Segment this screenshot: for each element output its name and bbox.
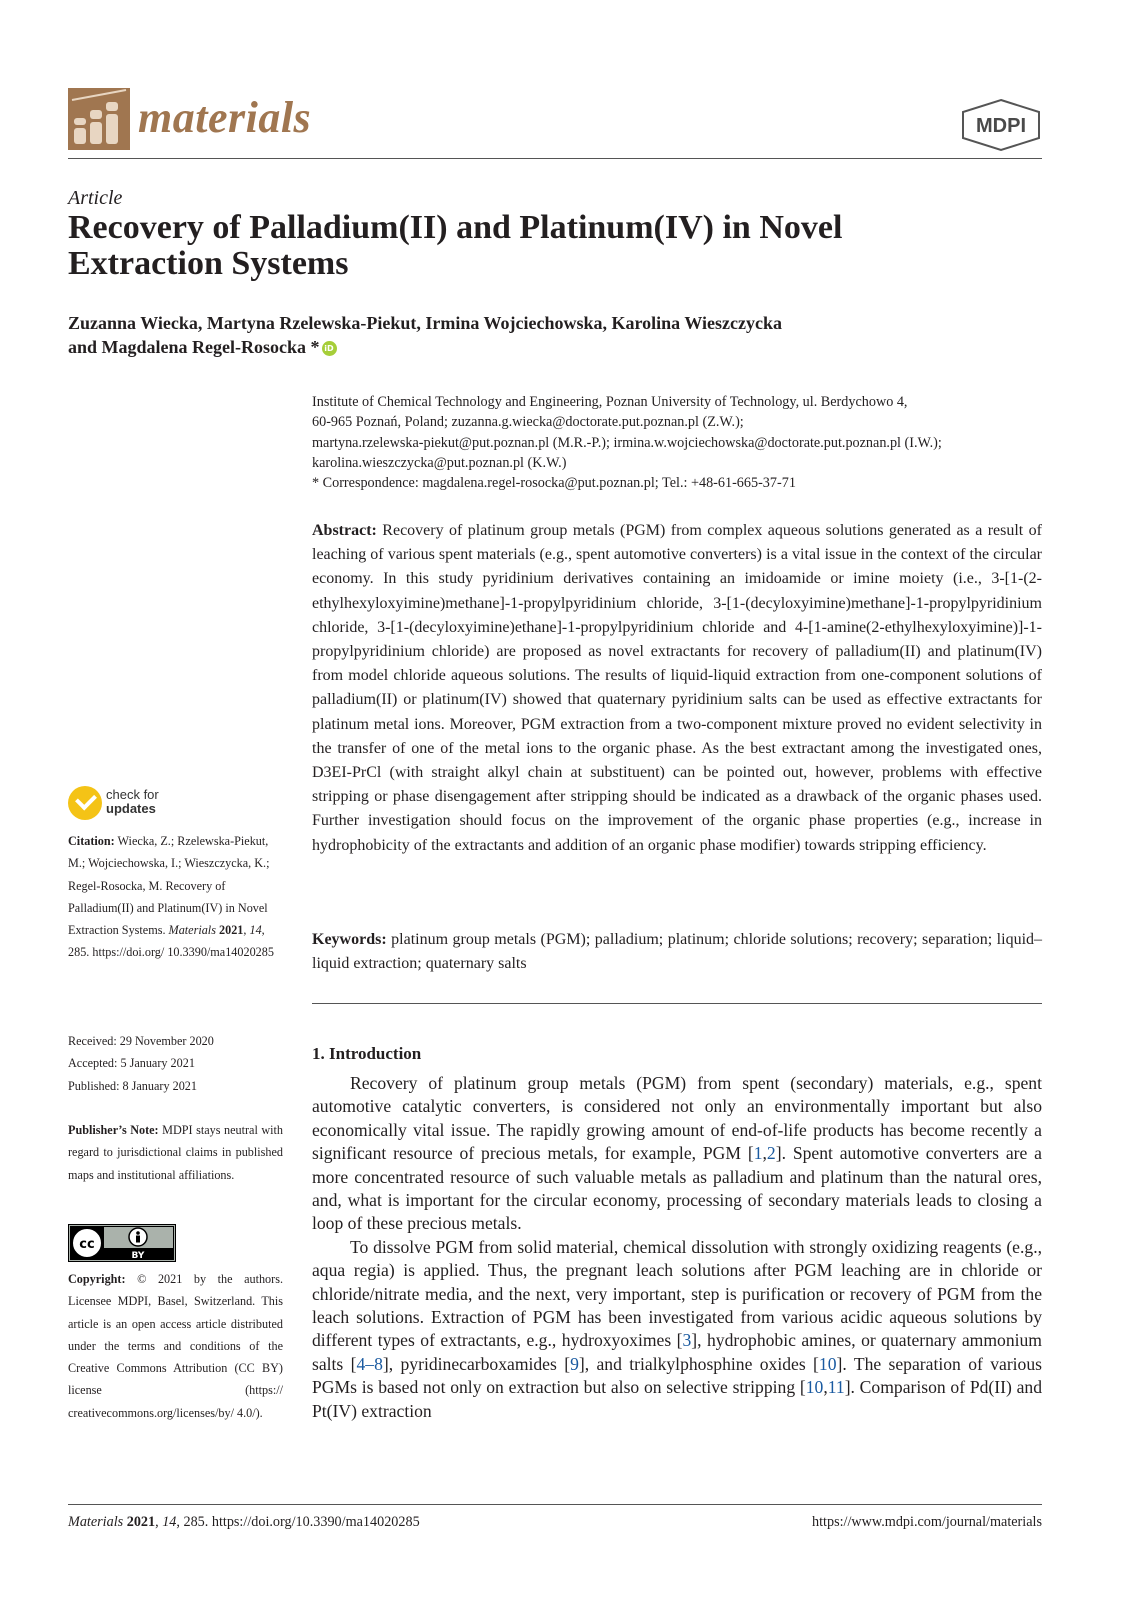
section-heading-introduction: 1. Introduction <box>312 1044 422 1063</box>
abstract-label: Abstract: <box>312 522 377 539</box>
svg-text:MDPI: MDPI <box>976 115 1026 137</box>
citation-link[interactable]: 10 <box>818 1353 837 1374</box>
published-date: Published: 8 January 2021 <box>68 1078 197 1093</box>
affiliation-block <box>312 392 1042 493</box>
citation-link[interactable]: 4 <box>356 1353 366 1374</box>
affiliation-line: 60-965 Poznań, Poland; zuzanna.g.wiecka@doctorate.put.poznan.pl (Z.W.); <box>312 414 744 431</box>
citation-link[interactable]: 11 <box>827 1377 845 1398</box>
paragraph: To dissolve PGM from solid material, chemical dissolution with strongly oxidizing reagents (e.g., aqua regia) is applied. Thus, the pregnant leach solutions after PGM leaching are in chloride or chloride/nitrate media, and the next, very important, step is purification or recovery of PGM from the leach solutions. Extraction of PGM has been investigated from various acidic aqueous solutions by different types of extractants, e.g., hydroxyoximes [3], hydrophobic amines, or quaternary ammonium salts [4–8], pyridinecarboxamides [9], and trialkylphosphine oxides [10]. The separation of various PGMs is based not only on extraction but also on selective stripping [10,11]. Comparison of Pd(II) and Pt(IV) extraction <box>312 1236 1043 1421</box>
article-type: Article <box>68 187 123 209</box>
mdpi-logo <box>960 98 1042 152</box>
keywords <box>312 928 1042 976</box>
authors-line-1: Zuzanna Wiecka, Martyna Rzelewska-Piekut, Irmina Wojciechowska, Karolina Wieszczycka <box>68 313 782 333</box>
page-title: Recovery of Palladium(II) and Platinum(IV) in Novel Extraction Systems <box>68 209 843 282</box>
citation-block: Citation: Wiecka, Z.; Rzelewska-Piekut, M.; Wojciechowska, I.; Wieszczycka, K.; Regel-Rosocka, M. Recovery of Palladium(II) and Platinum(IV) in Novel Extraction Systems. Materials 2021, 14, 285. https://doi.org/ 10.3390/ma14020285 <box>68 834 274 960</box>
cc-by-license-icon[interactable] <box>68 1224 176 1262</box>
journal-name: materials <box>138 93 312 142</box>
checkmark-icon <box>68 786 102 820</box>
affiliation-line: karolina.wieszczycka@put.poznan.pl (K.W.) <box>312 454 567 471</box>
section-divider <box>312 1003 1042 1004</box>
svg-text:BY: BY <box>131 1251 145 1261</box>
copyright-block: Copyright: © 2021 by the authors. Licensee MDPI, Basel, Switzerland. This article is an open access article distributed under the terms and conditions of the Creative Commons Attribution (CC BY) license (https:// creativecommons.org/licenses/by/ 4.0/). <box>68 1272 283 1420</box>
keywords-label: Keywords: <box>312 931 387 948</box>
citation-link[interactable]: 1 <box>753 1143 763 1164</box>
citation-link[interactable]: 2 <box>766 1143 776 1164</box>
footer-journal-link[interactable]: https://www.mdpi.com/journal/materials <box>812 1514 1042 1530</box>
citation-link[interactable]: 3 <box>682 1330 692 1351</box>
footer-citation: Materials 2021, 14, 285. https://doi.org/10.3390/ma14020285 <box>68 1514 420 1530</box>
correspondence-line: * Correspondence: magdalena.regel-rosocka@put.poznan.pl; Tel.: +48-61-665-37-71 <box>312 475 796 492</box>
header-divider <box>68 158 1042 159</box>
accepted-date: Accepted: 5 January 2021 <box>68 1056 195 1071</box>
received-date: Received: 29 November 2020 <box>68 1034 214 1048</box>
citation-link[interactable]: 10 <box>805 1377 824 1398</box>
check-for-updates-button[interactable]: check for updates <box>68 786 208 822</box>
orcid-icon[interactable]: iD <box>322 341 337 356</box>
publisher-note: Publisher’s Note: MDPI stays neutral with regard to jurisdictional claims in published maps and institutional affiliations. <box>68 1123 284 1182</box>
footer-divider <box>68 1504 1042 1505</box>
affiliation-line: Institute of Chemical Technology and Engineering, Poznan University of Technology, ul. Berdychowo 4, <box>312 394 908 410</box>
authors-line-2: and Magdalena Regel-Rosocka * <box>68 337 320 357</box>
affiliation-line: martyna.rzelewska-piekut@put.poznan.pl (M.R.-P.); irmina.w.wojciechowska@doctorate.put.poznan.pl (I.W.); <box>312 434 942 451</box>
paragraph: Recovery of platinum group metals (PGM) from spent (secondary) materials, e.g., spent automotive catalytic converters, is considered not only an environmentally important but also economically vital issue. The rapidly growing amount of end-of-life products has become recently a significant resource of precious metals, for example, PGM [1,2]. Spent automotive converters are a more concentrated resource of such valuable metals as palladium and platinum than the natural ores, and, what is important for the circular economy, processing of secondary materials leads to closing a loop of these precious metals. <box>312 1073 1042 1234</box>
abstract <box>312 519 1042 858</box>
introduction-body <box>312 1072 1042 1423</box>
keywords-text: platinum group metals (PGM); palladium; platinum; chloride solutions; recovery; separation; liquid–liquid extraction; quaternary salts <box>312 931 1043 973</box>
author-list <box>68 311 928 359</box>
svg-text:cc: cc <box>79 1237 95 1252</box>
abstract-text: Recovery of platinum group metals (PGM) from complex aqueous solutions generated as a result of leaching of various spent materials (e.g., spent automotive converters) is a vital issue in the context of the circular economy. In this study pyridinium derivatives containing an imidoamide or imine moiety (i.e., 3-[1-(2-ethylhexyloxyimine)methane]-1-propylpyridinium chloride, 3-[1-(decyloxyimine)methane]-1-propylpyridinium chloride, 3-[1-(decyloxyimine)ethane]-1-propylpyridinium chloride and 4-[1-amine(2-ethylhexyloxyimine)]-1-propylpyridinium chloride) are proposed as novel extractants for recovery of palladium(II) and platinum(IV) from model chloride aqueous solutions. The results of liquid-liquid extraction from one-component solutions of palladium(II) or platinum(IV) showed that quaternary pyridinium salts can be used as effective extractants for platinum metal ions. Moreover, PGM extraction from a two-component mixture proved no evident selectivity in the transfer of one of the metal ions to the organic phase. As the best extractant among the investigated ones, D3EI-PrCl (with straight alkyl chain at substituent) can be pointed out, however, problems with effective stripping or phase disengagement after stripping should be indicated as a drawback of the organic phases used. Further investigation should focus on the improvement of the organic phase properties (e.g., increase in hydrophobicity of the extractants and addition of an organic phase modifier) towards stripping efficiency. <box>312 522 1043 854</box>
citation-link[interactable]: 9 <box>570 1353 579 1374</box>
citation-link[interactable]: 8 <box>374 1353 383 1374</box>
journal-logo-icon <box>68 88 130 150</box>
dates-block <box>68 1030 283 1097</box>
